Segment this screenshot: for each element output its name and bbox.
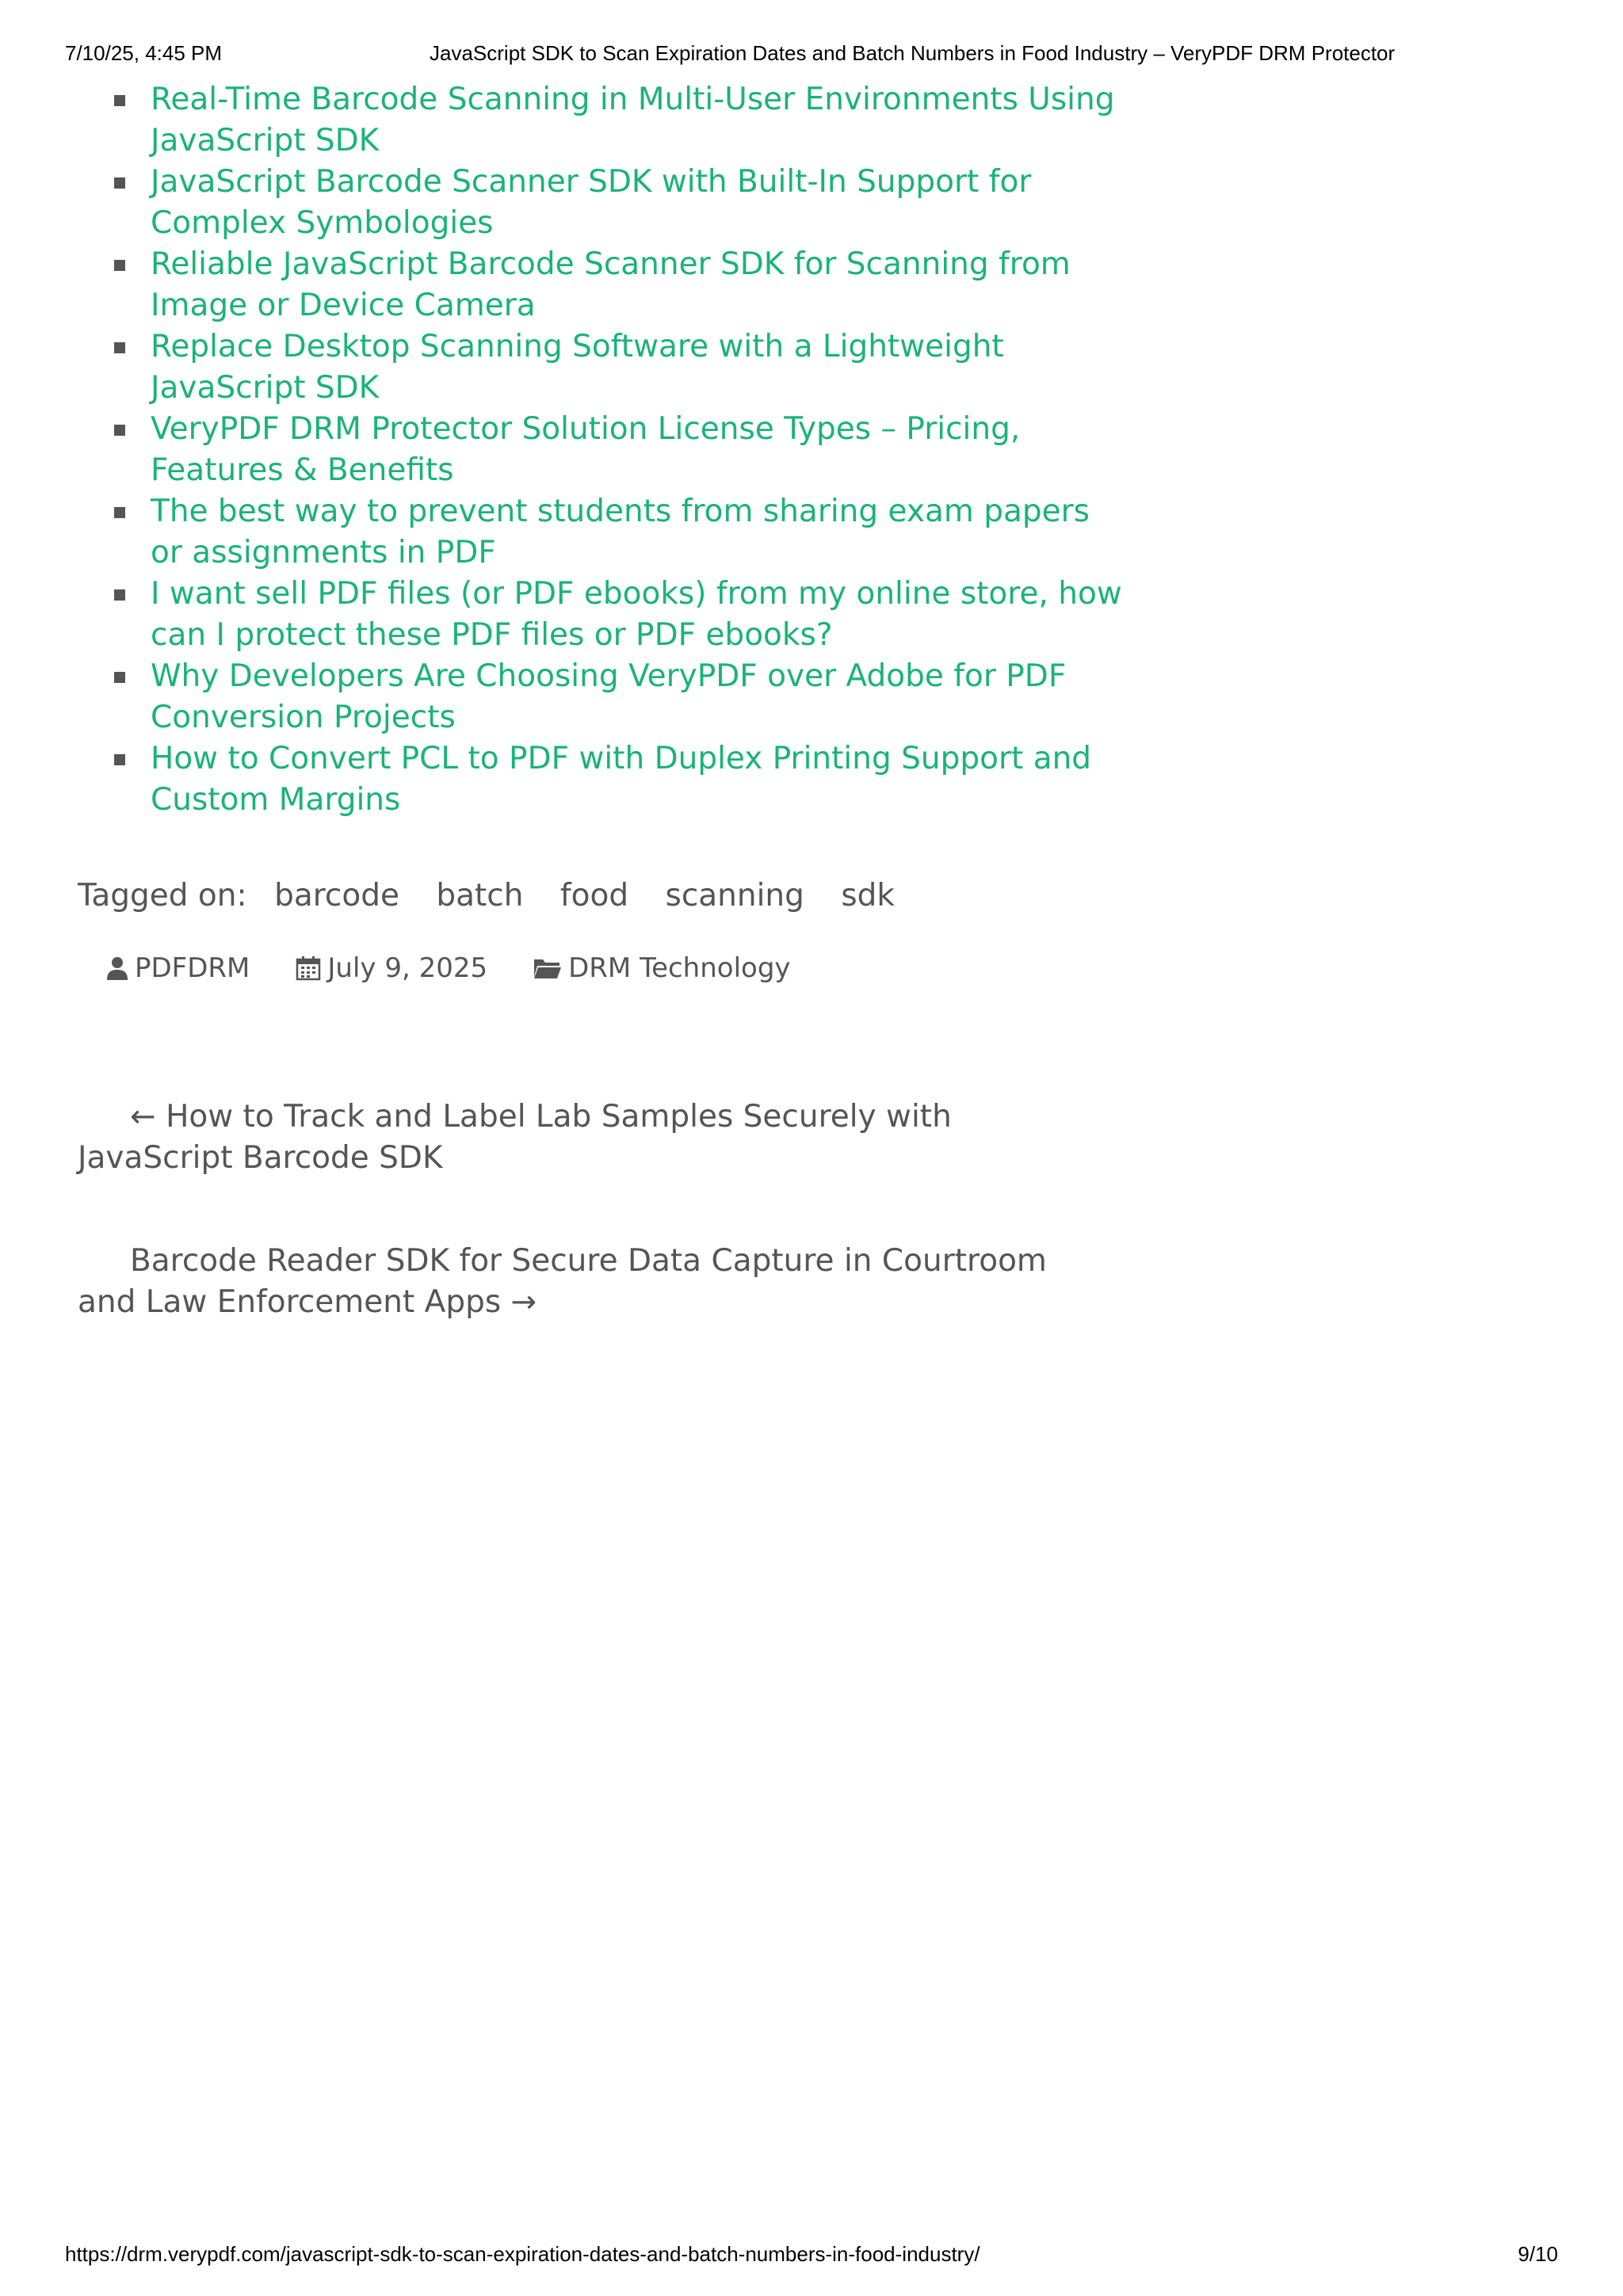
related-post-link[interactable]: Reliable JavaScript Barcode Scanner SDK for Scanning from Image or Device Camera [151, 246, 1071, 323]
calendar-icon [296, 955, 321, 981]
previous-post-nav [78, 1097, 1084, 1179]
square-bullet-icon [114, 177, 125, 189]
related-post-link[interactable]: How to Convert PCL to PDF with Duplex Printing Support and Custom Margins [151, 741, 1092, 818]
tag-link[interactable]: food [559, 878, 629, 913]
tag-link[interactable]: sdk [841, 878, 895, 913]
square-bullet-icon [114, 425, 125, 436]
date-link[interactable]: July 9, 2025 [327, 952, 488, 984]
related-post-link[interactable]: Real-Time Barcode Scanning in Multi-User Environments Using JavaScript SDK [151, 82, 1115, 158]
list-item [111, 326, 1125, 409]
category-link[interactable]: DRM Technology [568, 952, 791, 984]
square-bullet-icon [114, 95, 125, 106]
list-item [111, 656, 1125, 738]
page-url: https://drm.verypdf.com/javascript-sdk-to-scan-expiration-dates-and-batch-numbers-in-food-industry/ [65, 2242, 980, 2266]
previous-post-link[interactable]: ← How to Track and Label Lab Samples Securely with JavaScript Barcode SDK [78, 1099, 952, 1176]
print-page-title: JavaScript SDK to Scan Expiration Dates and Batch Numbers in Food Industry – VeryPDF DRM Protector [430, 41, 1396, 65]
post-author [106, 952, 250, 984]
page-number: 9/10 [1518, 2242, 1558, 2266]
square-bullet-icon [114, 754, 125, 765]
list-item [111, 409, 1125, 491]
tag-link[interactable]: barcode [274, 878, 399, 913]
square-bullet-icon [114, 672, 125, 683]
tag-link[interactable]: batch [436, 878, 524, 913]
list-item [111, 574, 1125, 656]
related-post-link[interactable]: Replace Desktop Scanning Software with a Lightweight JavaScript SDK [151, 329, 1004, 406]
square-bullet-icon [114, 507, 125, 518]
list-item [111, 491, 1125, 574]
print-datetime: 7/10/25, 4:45 PM [65, 41, 223, 65]
next-post-link[interactable]: Barcode Reader SDK for Secure Data Capture in Courtroom and Law Enforcement Apps → [78, 1243, 1047, 1320]
list-item [111, 162, 1125, 244]
related-post-link[interactable]: I want sell PDF files (or PDF ebooks) from my online store, how can I protect these PDF files or PDF ebooks? [151, 576, 1122, 653]
related-post-link[interactable]: The best way to prevent students from sharing exam papers or assignments in PDF [151, 494, 1090, 570]
folder-icon [533, 956, 562, 980]
related-posts-list [111, 79, 1125, 821]
print-header [65, 41, 1558, 73]
post-meta [106, 952, 837, 984]
related-post-link[interactable]: VeryPDF DRM Protector Solution License Types – Pricing, Features & Benefits [151, 411, 1021, 488]
next-post-nav [78, 1241, 1084, 1323]
related-post-link[interactable]: Why Developers Are Choosing VeryPDF over Adobe for PDF Conversion Projects [151, 658, 1067, 735]
post-tags [78, 878, 922, 913]
square-bullet-icon [114, 260, 125, 271]
tags-label: Tagged on: [78, 878, 247, 913]
tag-link[interactable]: scanning [665, 878, 804, 913]
user-icon [106, 955, 128, 981]
list-item [111, 79, 1125, 162]
square-bullet-icon [114, 589, 125, 601]
square-bullet-icon [114, 342, 125, 353]
post-date [296, 952, 487, 984]
print-footer [65, 2242, 1558, 2274]
author-link[interactable]: PDFDRM [135, 952, 250, 984]
related-post-link[interactable]: JavaScript Barcode Scanner SDK with Built-In Support for Complex Symbologies [151, 164, 1032, 241]
list-item [111, 738, 1125, 821]
post-category [533, 952, 790, 984]
list-item [111, 244, 1125, 326]
